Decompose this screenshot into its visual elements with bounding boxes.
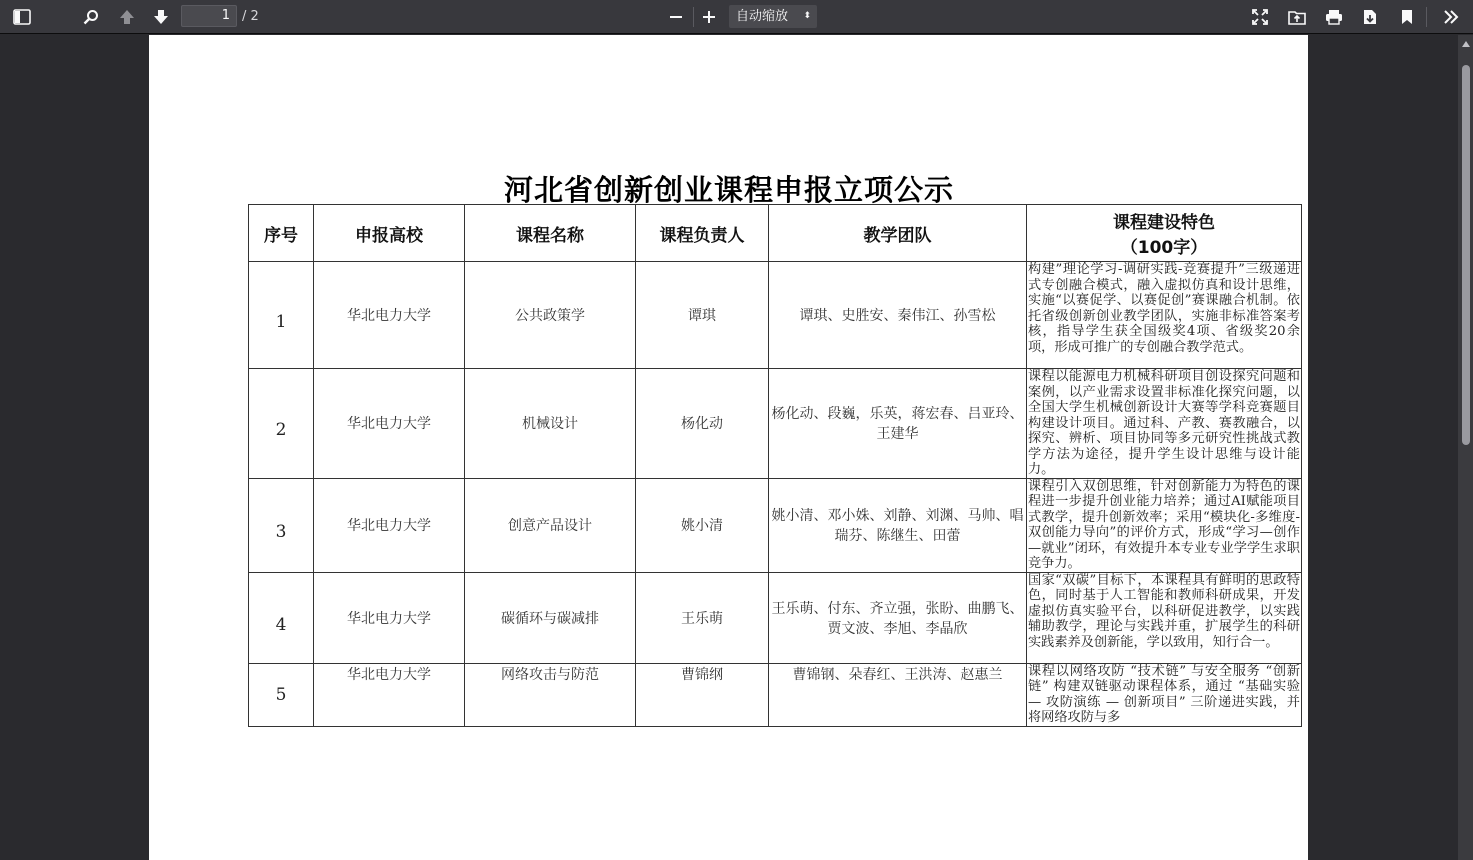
zoom-select-value: 自动缩放 <box>736 9 789 24</box>
cell-school: 华北电力大学 <box>314 478 465 572</box>
cell-team: 谭琪、史胜安、秦伟江、孙雪松 <box>769 262 1027 369</box>
table-row <box>249 369 1302 479</box>
document-viewer[interactable] <box>0 35 1473 860</box>
cell-course: 公共政策学 <box>465 262 636 369</box>
cell-index: 3 <box>249 478 314 572</box>
page-number-input[interactable]: 1 <box>181 5 237 27</box>
cell-school: 华北电力大学 <box>314 572 465 663</box>
cell-leader: 谭琪 <box>636 262 769 369</box>
toolbar-separator <box>1426 7 1427 27</box>
cell-feature: 课程以网络攻防 “技术链” 与安全服务 “创新链” 构建双链驱动课程体系，通过 “基础实验 — 攻防演练 — 创新项目” 三阶递进实践，并将网络攻防与多 <box>1028 663 1300 725</box>
cell-feature: 课程以能源电力机械科研项目创设探究问题和案例，以产业需求设置非标准化探究问题，以全国大学生机械创新设计大赛等学科竞赛题目构建设计项目。通过科、产教、赛教融合，以探究、辨析、项目协同等多元研究性挑战式教学方法为途径，提升学生设计思维与设计能力。 <box>1028 369 1300 477</box>
page-total-label: / 2 <box>242 9 259 24</box>
course-table <box>248 204 1302 727</box>
pdf-toolbar <box>0 0 1473 34</box>
cell-leader: 杨化动 <box>636 369 769 479</box>
header-school: 申报高校 <box>314 205 465 262</box>
search-icon[interactable] <box>79 5 103 29</box>
header-feature-line1: 课程建设特色 <box>1113 213 1215 233</box>
cell-index: 4 <box>249 572 314 663</box>
print-icon[interactable] <box>1322 5 1346 29</box>
scrollbar-thumb[interactable] <box>1462 65 1470 445</box>
cell-course: 机械设计 <box>465 369 636 479</box>
cell-feature: 构建”理论学习-调研实践-竞赛提升”三级递进式专创融合模式，融入虚拟仿真和设计思维，实施“以赛促学、以赛促创”赛课融合机制。依托省级创新创业教学团队，实施非标准答案考核，指导学生获全国级奖4项、省级奖20余项，形成可推广的专创融合教学范式。 <box>1027 262 1302 369</box>
header-feature <box>1027 205 1302 262</box>
scroll-up-arrow-icon[interactable] <box>1462 41 1470 47</box>
fullscreen-icon[interactable] <box>1248 5 1272 29</box>
cell-course: 网络攻击与防范 <box>465 663 636 726</box>
cell-team: 杨化动、段巍，乐英，蒋宏春、吕亚玲、王建华 <box>769 369 1027 479</box>
cell-index: 5 <box>249 663 314 726</box>
updown-arrow-icon: ⬍ <box>803 11 811 21</box>
toolbar-separator <box>693 7 694 27</box>
cell-school: 华北电力大学 <box>314 663 465 726</box>
cell-leader: 曹锦纲 <box>636 663 769 726</box>
header-feature-line2: （100字） <box>1120 238 1208 258</box>
cell-course: 创意产品设计 <box>465 478 636 572</box>
cell-leader: 王乐萌 <box>636 572 769 663</box>
double-chevron-right-icon[interactable] <box>1439 5 1463 29</box>
minus-icon[interactable] <box>664 5 688 29</box>
cell-leader: 姚小清 <box>636 478 769 572</box>
vertical-scrollbar[interactable] <box>1458 35 1473 860</box>
table-row <box>249 663 1302 726</box>
cell-team: 王乐萌、付东、齐立强，张盼、曲鹏飞、贾文波、李旭、李晶欣 <box>769 572 1027 663</box>
arrow-up-icon[interactable] <box>115 5 139 29</box>
plus-icon[interactable] <box>697 5 721 29</box>
table-header-row <box>249 205 1302 262</box>
sidebar-toggle-icon[interactable] <box>10 5 34 29</box>
table-row <box>249 478 1302 572</box>
table-row <box>249 572 1302 663</box>
header-leader: 课程负责人 <box>636 205 769 262</box>
zoom-select[interactable] <box>729 5 817 28</box>
pdf-page <box>149 35 1308 860</box>
cell-feature: 国家“双碳”目标下，本课程具有鲜明的思政特色，同时基于人工智能和教师科研成果，开发虚拟仿真实验平台，以科研促进教学，以实践辅助教学，理论与实践并重，扩展学生的科研实践素养及创新能，学以致用，知行合一。 <box>1027 572 1302 663</box>
cell-feature: 课程引入双创思维，针对创新能力为特色的课程进一步提升创业能力培养；通过AI赋能项目式教学，提升创新效率；采用“模块化-多维度-双创能力导向”的评价方式，形成“学习—创作—就业”闭环，有效提升本专业专业学学生求职竞争力。 <box>1028 478 1300 571</box>
open-file-icon[interactable] <box>1285 5 1309 29</box>
cell-school: 华北电力大学 <box>314 262 465 369</box>
cell-team: 曹锦钢、朵春红、王洪涛、赵惠兰 <box>769 663 1027 726</box>
header-team: 教学团队 <box>769 205 1027 262</box>
cell-course: 碳循环与碳减排 <box>465 572 636 663</box>
arrow-down-icon[interactable] <box>149 5 173 29</box>
document-title: 河北省创新创业课程申报立项公示 <box>503 173 954 207</box>
header-course: 课程名称 <box>465 205 636 262</box>
bookmark-icon[interactable] <box>1395 5 1419 29</box>
cell-index: 1 <box>249 262 314 369</box>
cell-school: 华北电力大学 <box>314 369 465 479</box>
header-index: 序号 <box>249 205 314 262</box>
cell-team: 姚小清、邓小姝、刘静、刘渊、马帅、唱瑞芬、陈继生、田蕾 <box>769 478 1027 572</box>
download-icon[interactable] <box>1358 5 1382 29</box>
cell-index: 2 <box>249 369 314 479</box>
table-row <box>249 262 1302 369</box>
